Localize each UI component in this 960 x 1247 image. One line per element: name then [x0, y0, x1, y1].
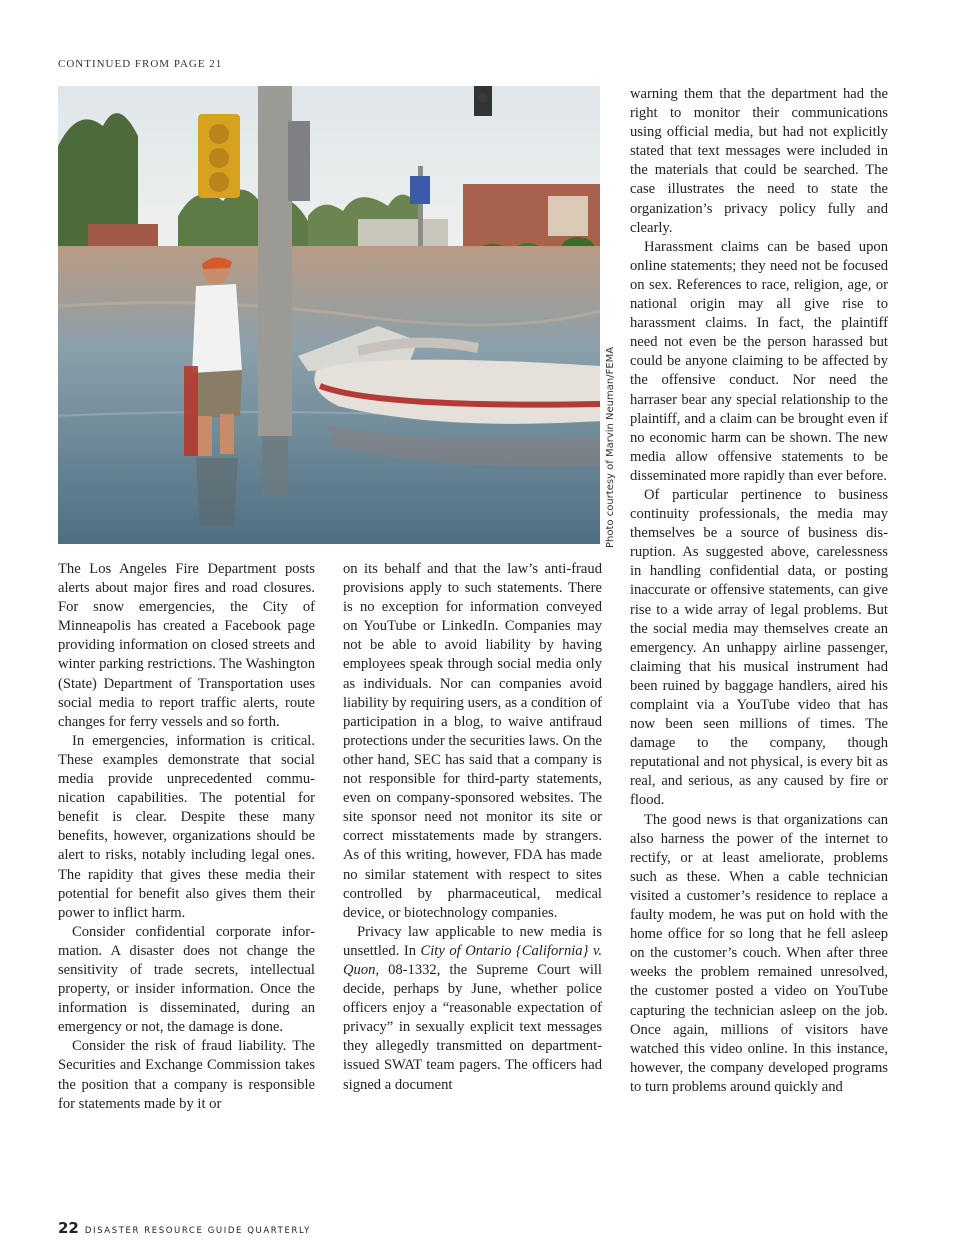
column-2 [343, 560, 602, 1095]
page-number: 22 [58, 1219, 79, 1237]
running-head: CONTINUED FROM PAGE 21 [58, 58, 223, 70]
flood-photo [58, 86, 600, 544]
paragraph: warning them that the department had the right to monitor their communications using official media, but had not explicitly stated that text messages were included in the materials that could be searched. The case illustrates the need to state the organization’s privacy policy fully and clearly. [630, 86, 888, 236]
paragraph: In emergencies, information is critical. These examples demonstrate that social media provide unprecedented communication capabilities. The potential for benefit is clear. Despite these many benefits, however, organizations should be alert to risks, notably including legal ones. The rapidity that gives these media their potential for benefit also gives them their power to inflict harm. [58, 732, 315, 921]
paragraph-text: , 08-1332, the Supreme Court will decide, perhaps by June, whether police officers enjoy a “reasonable expectation of privacy” in sexually explicit text messages they allegedly transmitted on department-issued SWAT team pagers. The officers had signed a document [343, 961, 602, 1093]
paragraph: Harassment claims can be based upon online statements; they need not be focused on sex. References to race, religion, age, or national origin may all give rise to harassment claims. In fact, the plaintiff need not even be the person harassed but could be anyone claiming to be affected by the offensive conduct. Nor need the harraser bear any special relationship to the plaintiff, and a claim can be brought even if no economic harm can be shown. The new media allow offensive statements to be disseminated more rapidly than ever before. [630, 238, 888, 484]
column-3 [630, 85, 888, 1097]
column-1 [58, 560, 315, 1114]
photo-credit-text: Photo courtesy of Marvin Neuman/FEMA [605, 346, 616, 548]
paragraph-text: Privacy law applicable to new media is unsettled. In [343, 923, 602, 959]
publication-name: DISASTER RESOURCE GUIDE QUARTERLY [84, 1226, 311, 1236]
paragraph: on its behalf and that the law’s anti-fraud provisions apply to such statements. There is no exception for information conveyed on YouTube or LinkedIn. Companies may not be able to avoid liability by having employees speak through social media only as individuals. Nor can companies avoid liability by requiring users, as a condition of participation in a blog, to waive antifraud protections under the securities laws. On the other hand, SEC has said that a company is not responsible for third-party statements, even on company-sponsored websites. The site sponsor need not monitor its site or correct misstatements made by strangers. As of this writing, however, FDA has made no similar statement with respect to sites controlled by pharmaceutical, medical device, or biotechnology companies. [343, 561, 602, 921]
paragraph [343, 923, 602, 1095]
paragraph: Consider the risk of fraud liability. The Securities and Exchange Commission takes the position that a company is responsible for statements made by it or [58, 1038, 315, 1112]
paragraph: The good news is that organizations can also harness the power of the internet to rectify, or at least ameliorate, problems such as these. When a cable technician visited a customer’s residence to replace a faulty modem, he was put on hold with the home office for so long that he fell asleep on the customer’s couch. When after three weeks the problem remained unresolved, the customer posted a video on YouTube capturing the technician asleep on the job. Once again, millions of visitors have watched this video online. In this instance, however, the company developed programs to turn problems around quickly and [630, 811, 888, 1095]
photo-credit [603, 346, 617, 548]
flood-scene-image [58, 86, 600, 544]
paragraph: Of particular pertinence to business continuity professionals, the media may themselves be a source of business disruption. As suggested above, carelessness in handling confidential data, or posting inaccurate or offensive statements, can give rise to a wide array of legal problems. But the social media may themselves create an emergency. An unhappy airline passenger, claiming that his musical instrument had been ruined by baggage handlers, aired his complaint via a YouTube video that has now been seen millions of times. The damage to the company, though reputational and not physical, is every bit as real, and serious, as any caused by fire or flood. [630, 486, 888, 809]
paragraph: Consider confidential corporate information. A disaster does not change the sensitivity of trade secrets, intellectual property, or insider information. Once the information is disseminated, during an emergency or not, the damage is done. [58, 923, 315, 1036]
page-footer [58, 1219, 311, 1237]
paragraph: The Los Angeles Fire Department posts alerts about major fires and road closures. For snow emergencies, the City of Minneapolis has created a Facebook page providing information on closed streets and winter parking restrictions. The Washington (State) Department of Transportation uses social media to report traffic alerts, route changes for ferry vessels and so forth. [58, 561, 315, 730]
case-name: City of Ontario {California} v. Quon [343, 942, 602, 978]
